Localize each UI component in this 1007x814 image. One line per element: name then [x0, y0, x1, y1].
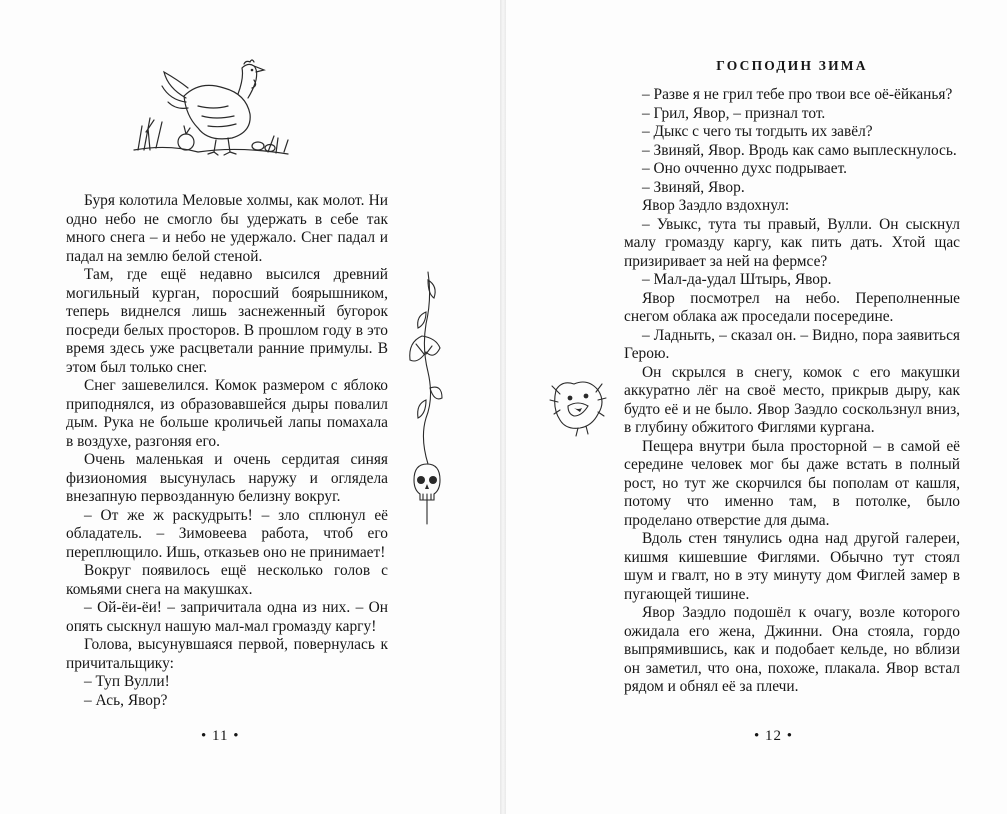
paragraph: Вдоль стен тянулись одна над другой галереи, кишмя кишевшие Фиглями. Обычно тут стоял шум и гвалт, но в эту минуту дом Фиглей замер в пугающей тишине.: [624, 530, 960, 603]
paragraph: – От же ж раскудрыть! – зло сплюнул её обладатель. – Зимовеева работа, чтоб его переплющило. Ишь, отказьев оно не принимает!: [66, 506, 388, 561]
paragraph: – Звиняй, Явор. Вродь как само выплескнулось.: [642, 141, 957, 159]
paragraph: Очень маленькая и очень сердитая синяя физиономия высунулась наружу и оглядела внезапную первозданную белизну вокруг.: [66, 451, 388, 505]
paragraph: Явор посмотрел на небо. Переполненные снегом облака аж проседали посередине.: [624, 289, 960, 325]
paragraph: – Ой-ёи-ёи! – запричитала одна из них. – Он опять сыскнул нашую мал-мал громазду каргу!: [66, 599, 388, 635]
paragraph: – Мал-да-удал Штырь, Явор.: [642, 271, 832, 288]
paragraph: – Оно очченно духс подрывает.: [642, 160, 848, 177]
left-page-text: [66, 192, 388, 710]
creature-icon: [548, 376, 608, 438]
paragraph: – Звиняй, Явор.: [642, 178, 745, 196]
paragraph: Вокруг появилось ещё несколько голов с комьями снега на макушках.: [66, 562, 388, 598]
paragraph: Снег зашевелился. Комок размером с яблоко приподнялся, из образовавшейся дыры повалил дым. Рука не больше кроличьей лапы помахала в воздухе, разгоняя его.: [66, 377, 388, 450]
paragraph: – Дыкс с чего ты тогдыть их завёл?: [642, 123, 873, 140]
page-number-right: • 12 •: [754, 728, 794, 744]
paragraph: – Грил, Явор, – признал тот.: [642, 104, 826, 122]
paragraph: – Разве я не грил тебе про твои все оё-ёйканья?: [642, 86, 953, 103]
page-number-left: • 11 •: [201, 728, 240, 744]
right-page-text: [624, 86, 960, 697]
running-head: ГОСПОДИН ЗИМА: [716, 58, 868, 73]
rooster-icon: [128, 58, 296, 164]
paragraph: – Увыкс, тута ты правый, Вулли. Он сыскнул малу громазду каргу, как пить дать. Хтой щас призиривает за ней на фермсе?: [624, 215, 960, 270]
paragraph: – Ладныть, – сказал он. – Видно, пора заявиться Герою.: [624, 326, 960, 362]
paragraph: Голова, высунувшаяся первой, повернулась к причитальщику:: [66, 636, 388, 672]
paragraph: – Ась, Явор?: [84, 691, 168, 709]
paragraph: Явор Заэдло вздохнул:: [642, 197, 790, 214]
paragraph: Буря колотила Меловые холмы, как молот. Ни одно небо не смогло бы удержать в себе так много снега – и небо не удержало. Снег падал и падал на землю белой стеной.: [66, 192, 388, 265]
paragraph: Там, где ещё недавно высился древний могильный курган, поросший боярышником, теперь виднелся лишь заснеженный бугорок посреди белых просторов. В прошлом году в это время здесь уже расцветали ранние примулы. В этом был только снег.: [66, 266, 388, 376]
paragraph: Он скрылся в снегу, комок с его макушки аккуратно лёг на своё место, прикрыв дыру, как будто её и не было. Явор Заэдло соскользнул вниз, в глубину обжитого Фиглями кургана.: [624, 363, 960, 436]
paragraph: Пещера внутри была просторной – в самой её середине человек мог бы даже встать в полный рост, но тут же скорчился бы пополам от кашля, потому что именно там, в потолке, было проделано отверстие для дыма.: [624, 437, 960, 529]
paragraph: Явор Заэдло подошёл к очагу, возле которого ожидала его жена, Джинни. Она стояла, гордо выпрямившись, как и подобает кельде, но вблизи он заметил, что она, похоже, плакала. Явор встал рядом и обнял её за плечи.: [624, 604, 960, 695]
vine-icon: [404, 268, 450, 530]
paragraph: – Туп Вулли!: [84, 673, 170, 690]
